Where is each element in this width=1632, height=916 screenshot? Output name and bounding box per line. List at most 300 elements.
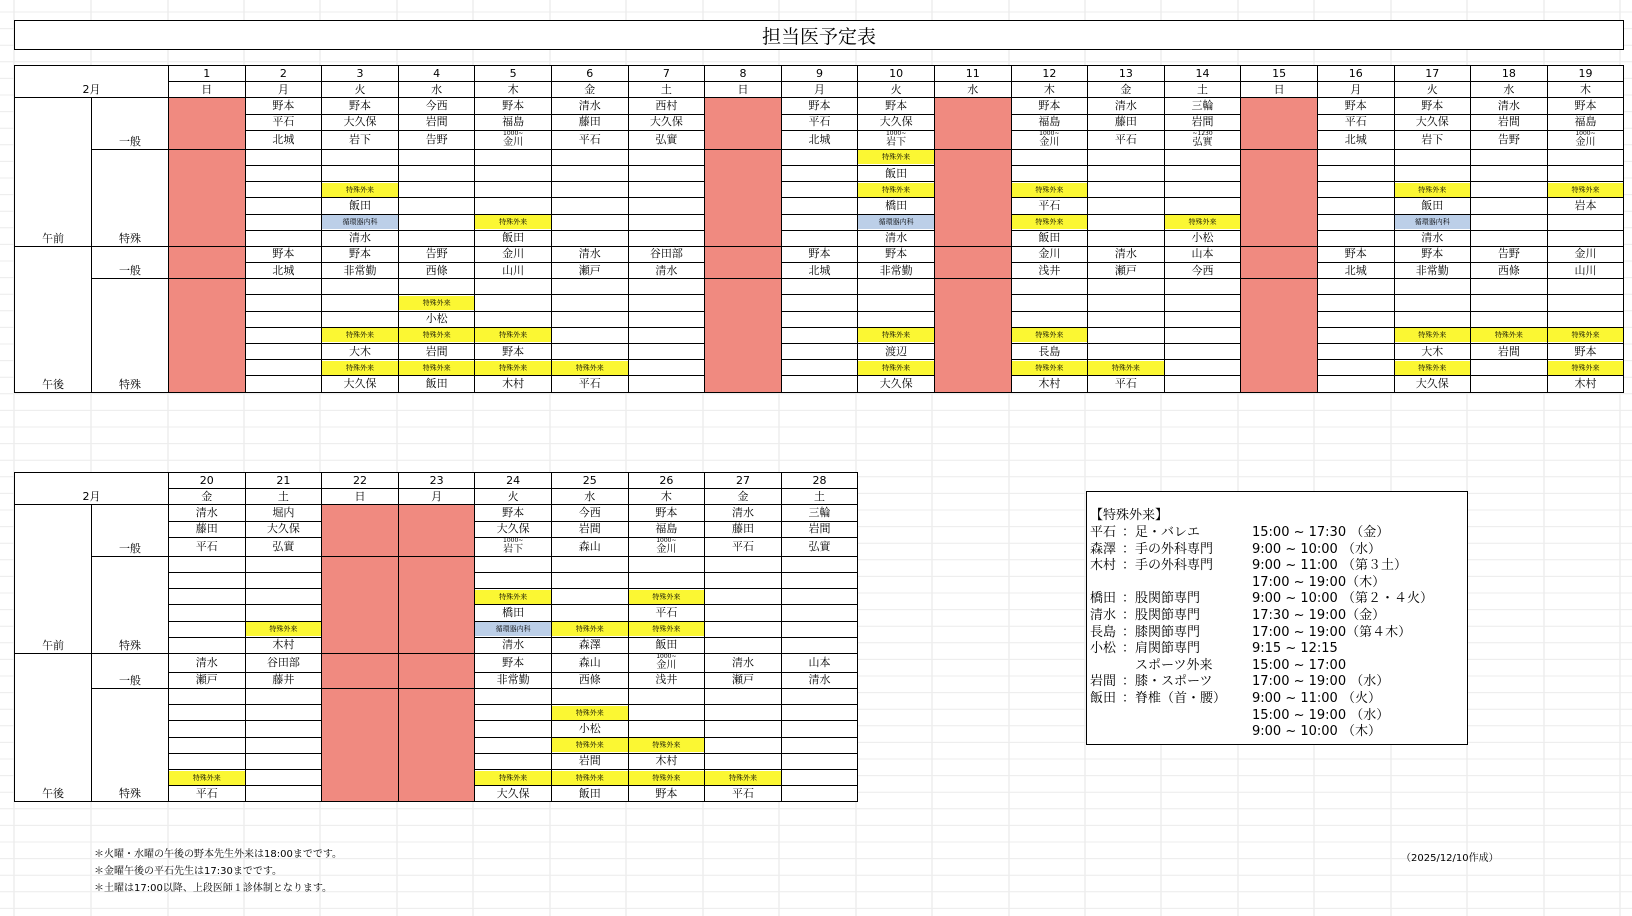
special-row — [15, 556, 858, 572]
doctor-name: 岩間 — [1164, 114, 1241, 130]
schedule-cell — [781, 230, 858, 246]
schedule-cell — [245, 721, 322, 737]
weekday-row — [15, 489, 858, 505]
holiday-block — [705, 98, 782, 149]
doctor-name: 告野 — [398, 246, 475, 262]
doctor-name: 野本 — [322, 246, 399, 262]
schedule-cell — [1547, 182, 1624, 198]
legend-specialty: ：手の外科専門 — [1122, 558, 1214, 574]
schedule-cell — [628, 344, 705, 360]
doctor-name: 野本 — [628, 786, 705, 802]
doctor-name: 野本 — [781, 246, 858, 262]
schedule-cell — [475, 198, 552, 214]
general-row — [15, 98, 1624, 114]
schedule-cell — [781, 637, 858, 653]
schedule-cell — [628, 689, 705, 705]
schedule-cell — [1011, 165, 1088, 181]
doctor-name: 野本 — [475, 505, 552, 521]
doctor-name: 藤田 — [551, 114, 628, 130]
schedule-cell — [1317, 214, 1394, 230]
weekday-cell: 水 — [398, 82, 475, 98]
legend-hours: 15:00 ~ 19:00 （水） — [1252, 707, 1390, 723]
schedule-cell — [169, 556, 246, 572]
schedule-cell — [245, 295, 322, 311]
doctor-name: 金川 — [1547, 246, 1624, 262]
doctor-name: 平石 — [169, 786, 246, 802]
doctor-name: 平石 — [628, 605, 705, 621]
doctor-name: 岩下 — [322, 130, 399, 149]
doctor-name: 渡辺 — [858, 344, 935, 360]
schedule-cell — [1164, 149, 1241, 165]
schedule-cell — [1164, 376, 1241, 392]
schedule-cell — [1088, 279, 1165, 295]
date-cell: 22 — [322, 473, 399, 489]
schedule-cell — [475, 689, 552, 705]
time-note: 1000~ — [885, 130, 907, 137]
schedule-cell — [628, 653, 705, 672]
doctor-name: 野本 — [628, 505, 705, 521]
schedule-cell — [781, 786, 858, 802]
doctor-name: 岩間 — [1471, 114, 1548, 130]
date-cell: 28 — [781, 473, 858, 489]
schedule-cell — [551, 360, 628, 376]
schedule-cell — [475, 572, 552, 588]
schedule-cell — [551, 198, 628, 214]
legend-row — [1090, 674, 1467, 691]
special-clinic-tag: 特殊外来 — [475, 215, 551, 229]
special-clinic-tag: 特殊外来 — [1088, 361, 1164, 375]
doctor-name: 野本 — [858, 246, 935, 262]
special-clinic-tag: 特殊外来 — [1548, 361, 1624, 375]
schedule-cell — [245, 689, 322, 705]
schedule-cell — [1088, 344, 1165, 360]
legend-hours: 9:00 ~ 10:00 （木） — [1252, 724, 1381, 740]
weekday-row — [15, 82, 1624, 98]
doctor-name: 北城 — [781, 263, 858, 279]
schedule-cell — [781, 605, 858, 621]
schedule-cell — [398, 230, 475, 246]
footnote-2: ＊金曜午後の平石先生は17:30までです。 — [94, 866, 283, 877]
doctor-name: 谷田部 — [245, 653, 322, 672]
schedule-cell — [1088, 165, 1165, 181]
schedule-cell — [781, 689, 858, 705]
doctor-name: 金川 — [656, 543, 677, 555]
legend-doctor: 長島 — [1090, 624, 1117, 640]
holiday-block — [169, 279, 246, 392]
doctor-name: 木村 — [628, 753, 705, 769]
holiday-block — [322, 653, 399, 688]
weekday-cell: 水 — [1471, 82, 1548, 98]
doctor-name: 福島 — [1011, 114, 1088, 130]
legend-specialty: ：股関節専門 — [1122, 591, 1201, 607]
legend-specialty: スポーツ外来 — [1122, 657, 1213, 673]
schedule-cell — [1011, 182, 1088, 198]
doctor-name: 飯田 — [1011, 230, 1088, 246]
holiday-block — [398, 556, 475, 653]
date-cell: 26 — [628, 473, 705, 489]
cardiology-tag: 循環器内科 — [475, 622, 551, 636]
doctor-name: 岩間 — [551, 521, 628, 537]
doctor-name: 野本 — [322, 98, 399, 114]
legend-doctor — [1090, 724, 1122, 741]
legend-specialty: ：肩関節専門 — [1122, 641, 1201, 657]
doctor-name: 岩間 — [398, 114, 475, 130]
doctor-name: 大久保 — [475, 786, 552, 802]
schedule-cell — [169, 572, 246, 588]
general-row — [15, 130, 1624, 149]
schedule-cell — [551, 230, 628, 246]
doctor-name: 野本 — [475, 344, 552, 360]
schedule-cell — [245, 214, 322, 230]
legend-specialty: ：膝関節専門 — [1122, 624, 1201, 640]
period-label: 午後 — [15, 246, 92, 392]
doctor-name: 北城 — [781, 130, 858, 149]
schedule-cell — [245, 327, 322, 343]
doctor-name: 弘實 — [628, 130, 705, 149]
date-row — [15, 473, 858, 489]
special-row — [15, 198, 1624, 214]
doctor-name: 橋田 — [475, 605, 552, 621]
doctor-name: 小松 — [398, 311, 475, 327]
doctor-name: 大久保 — [858, 114, 935, 130]
legend-row — [1090, 558, 1467, 575]
schedule-cell — [475, 556, 552, 572]
schedule-cell — [551, 311, 628, 327]
schedule-cell — [551, 327, 628, 343]
doctor-name: 岩間 — [551, 753, 628, 769]
schedule-cell — [858, 360, 935, 376]
schedule-cell — [628, 279, 705, 295]
legend-doctor — [1090, 575, 1122, 592]
doctor-name: 木村 — [245, 637, 322, 653]
general-row — [15, 246, 1624, 262]
schedule-cell — [781, 556, 858, 572]
special-clinic-tag: 特殊外来 — [1012, 183, 1088, 197]
schedule-cell — [245, 753, 322, 769]
schedule-cell — [781, 182, 858, 198]
date-cell: 14 — [1164, 66, 1241, 82]
legend-hours: 9:00 ~ 11:00 （火） — [1252, 690, 1381, 706]
schedule-cell — [858, 149, 935, 165]
footnote-1: ＊火曜・水曜の午後の野本先生外来は18:00までです。 — [94, 849, 343, 860]
holiday-block — [1241, 279, 1318, 392]
schedule-cell — [475, 295, 552, 311]
schedule-cell — [1164, 360, 1241, 376]
special-clinic-tag: 特殊外来 — [552, 738, 628, 752]
holiday-block — [1241, 149, 1318, 246]
schedule-cell — [628, 537, 705, 556]
holiday-block — [1241, 246, 1318, 278]
schedule-cell — [169, 721, 246, 737]
doctor-name: 藤井 — [245, 672, 322, 688]
schedule-cell — [475, 130, 552, 149]
doctor-name: 西條 — [551, 672, 628, 688]
schedule-cell — [628, 182, 705, 198]
special-label: 特殊 — [92, 279, 169, 392]
legend-doctor: 森澤 — [1090, 541, 1117, 557]
date-cell: 7 — [628, 66, 705, 82]
doctor-name: 平石 — [245, 114, 322, 130]
doctor-name: 岩下 — [886, 136, 907, 148]
schedule-cell — [551, 214, 628, 230]
schedule-cell — [628, 376, 705, 392]
schedule-cell — [628, 705, 705, 721]
general-label: 一般 — [92, 505, 169, 556]
legend-row — [1090, 525, 1467, 542]
date-cell: 8 — [705, 66, 782, 82]
special-clinic-tag: 特殊外来 — [1165, 215, 1241, 229]
holiday-block — [322, 505, 399, 556]
schedule-cell — [705, 721, 782, 737]
schedule-cell — [245, 198, 322, 214]
holiday-block — [1241, 98, 1318, 149]
doctor-name: 平石 — [705, 537, 782, 556]
schedule-cell — [169, 753, 246, 769]
weekday-cell: 火 — [1394, 82, 1471, 98]
schedule-cell — [551, 605, 628, 621]
doctor-name: 非常勤 — [858, 263, 935, 279]
doctor-name: 岩間 — [1471, 344, 1548, 360]
time-note: 1000~ — [1575, 130, 1596, 137]
schedule-cell — [1471, 149, 1548, 165]
doctor-name: 野本 — [475, 98, 552, 114]
schedule-cell — [475, 165, 552, 181]
schedule-cell — [398, 149, 475, 165]
doctor-name: 清水 — [705, 505, 782, 521]
doctor-name: 金川 — [475, 246, 552, 262]
doctor-name: 山川 — [1547, 263, 1624, 279]
special-clinic-tag: 特殊外来 — [1012, 215, 1088, 229]
schedule-cell — [1547, 327, 1624, 343]
special-clinic-tag: 特殊外来 — [629, 622, 705, 636]
legend-row — [1090, 608, 1467, 625]
weekday-cell: 土 — [245, 489, 322, 505]
special-clinic-tag: 特殊外来 — [246, 622, 322, 636]
schedule-cell — [169, 737, 246, 753]
date-cell: 17 — [1394, 66, 1471, 82]
schedule-cell — [781, 572, 858, 588]
date-cell: 1 — [169, 66, 246, 82]
holiday-block — [169, 149, 246, 246]
legend-doctor — [1090, 708, 1122, 725]
legend-row — [1090, 641, 1467, 658]
schedule-cell — [628, 295, 705, 311]
doctor-name: 大木 — [322, 344, 399, 360]
legend-specialty: ：手の外科専門 — [1122, 541, 1214, 557]
date-cell: 5 — [475, 66, 552, 82]
schedule-cell — [1317, 279, 1394, 295]
doctor-name: 清水 — [1471, 98, 1548, 114]
schedule-cell — [475, 214, 552, 230]
legend-hours: 15:00 ~ 17:30 （金） — [1252, 525, 1390, 540]
schedule-cell — [781, 149, 858, 165]
schedule-cell — [475, 737, 552, 753]
weekday-cell: 金 — [1088, 82, 1165, 98]
holiday-block — [934, 149, 1011, 246]
schedule-cell — [1394, 295, 1471, 311]
schedule-cell — [1317, 327, 1394, 343]
general-row — [15, 263, 1624, 279]
doctor-name: 三輪 — [781, 505, 858, 521]
legend-row — [1090, 625, 1467, 642]
weekday-cell: 日 — [322, 489, 399, 505]
month-label: 2月 — [15, 82, 169, 98]
doctor-name: 飯田 — [475, 230, 552, 246]
schedule-cell — [1471, 295, 1548, 311]
schedule-cell — [705, 737, 782, 753]
schedule-cell — [858, 295, 935, 311]
time-note: 1000~ — [656, 537, 677, 544]
schedule-cell — [169, 705, 246, 721]
doctor-name: 大久保 — [628, 114, 705, 130]
schedule-cell — [628, 572, 705, 588]
schedule-cell — [1164, 295, 1241, 311]
schedule-cell — [628, 198, 705, 214]
doctor-name: 飯田 — [551, 786, 628, 802]
creation-date: （2025/12/10作成） — [1401, 853, 1499, 864]
schedule-cell — [551, 589, 628, 605]
schedule-cell — [398, 279, 475, 295]
special-clinic-tag: 特殊外来 — [552, 622, 628, 636]
schedule-cell — [628, 556, 705, 572]
doctor-name: 平石 — [1011, 198, 1088, 214]
doctor-name: 清水 — [475, 637, 552, 653]
doctor-name: 瀬戸 — [705, 672, 782, 688]
schedule-cell — [245, 786, 322, 802]
date-cell: 9 — [781, 66, 858, 82]
schedule-cell — [1164, 182, 1241, 198]
doctor-name: 清水 — [628, 263, 705, 279]
schedule-cell — [551, 165, 628, 181]
schedule-cell — [781, 360, 858, 376]
date-cell: 24 — [475, 473, 552, 489]
schedule-cell — [1088, 214, 1165, 230]
doctor-name: 飯田 — [398, 376, 475, 392]
weekday-cell: 日 — [1241, 82, 1318, 98]
legend-doctor: 橋田 — [1090, 591, 1117, 607]
special-clinic-tag: 特殊外来 — [322, 183, 398, 197]
doctor-name: 平石 — [1088, 376, 1165, 392]
doctor-name: 平石 — [551, 376, 628, 392]
special-clinic-tag: 特殊外来 — [475, 328, 551, 342]
period-label: 午後 — [15, 653, 92, 802]
doctor-name: 今西 — [398, 98, 475, 114]
doctor-name: 今西 — [1164, 263, 1241, 279]
schedule-cell — [475, 770, 552, 786]
weekday-cell: 金 — [705, 489, 782, 505]
special-clinic-tag: 特殊外来 — [1012, 328, 1088, 342]
special-clinic-tag: 特殊外来 — [475, 590, 551, 604]
schedule-cell — [781, 165, 858, 181]
schedule-cell — [398, 165, 475, 181]
schedule-cell — [628, 737, 705, 753]
schedule-cell — [628, 621, 705, 637]
schedule-cell — [1471, 182, 1548, 198]
schedule-cell — [322, 295, 399, 311]
schedule-table-1 — [14, 65, 1624, 393]
doctor-name: 清水 — [1088, 246, 1165, 262]
schedule-cell — [245, 770, 322, 786]
special-row — [15, 689, 858, 705]
schedule-cell — [245, 311, 322, 327]
special-clinic-tag: 特殊外来 — [475, 361, 551, 375]
schedule-cell — [858, 311, 935, 327]
doctor-name: 福島 — [628, 521, 705, 537]
holiday-block — [705, 279, 782, 392]
weekday-cell: 土 — [781, 489, 858, 505]
schedule-cell — [628, 589, 705, 605]
schedule-cell — [245, 605, 322, 621]
schedule-cell — [245, 149, 322, 165]
schedule-cell — [1011, 130, 1088, 149]
doctor-name: 橋田 — [858, 198, 935, 214]
schedule-cell — [858, 182, 935, 198]
doctor-name: 森山 — [551, 537, 628, 556]
schedule-cell — [1164, 214, 1241, 230]
holiday-block — [322, 689, 399, 802]
schedule-cell — [781, 311, 858, 327]
time-note: 1000~ — [656, 653, 677, 660]
doctor-name: 飯田 — [628, 637, 705, 653]
schedule-cell — [705, 705, 782, 721]
doctor-name: 金川 — [1575, 136, 1596, 148]
period-label: 午前 — [15, 98, 92, 247]
cardiology-tag: 循環器内科 — [858, 215, 934, 229]
schedule-cell — [781, 344, 858, 360]
doctor-name: 西村 — [628, 98, 705, 114]
doctor-name: 野本 — [781, 98, 858, 114]
date-cell: 18 — [1471, 66, 1548, 82]
schedule-cell — [1011, 214, 1088, 230]
doctor-name: 山川 — [475, 263, 552, 279]
holiday-block — [934, 246, 1011, 278]
special-clinic-tag: 特殊外来 — [858, 361, 934, 375]
date-cell: 3 — [322, 66, 399, 82]
doctor-name: 平石 — [1088, 130, 1165, 149]
doctor-name: 大久保 — [322, 376, 399, 392]
month-label: 2月 — [15, 489, 169, 505]
doctor-name: 長島 — [1011, 344, 1088, 360]
date-cell: 25 — [551, 473, 628, 489]
weekday-cell: 水 — [551, 489, 628, 505]
doctor-name: 藤田 — [169, 521, 246, 537]
special-row — [15, 311, 1624, 327]
doctor-name: 大久保 — [245, 521, 322, 537]
schedule-cell — [322, 182, 399, 198]
schedule-cell — [1088, 230, 1165, 246]
doctor-name: 北城 — [1317, 130, 1394, 149]
schedule-cell — [1088, 149, 1165, 165]
cardiology-tag: 循環器内科 — [322, 215, 398, 229]
special-row — [15, 376, 1624, 392]
doctor-name: 木村 — [475, 376, 552, 392]
schedule-cell — [628, 214, 705, 230]
doctor-name: 瀬戸 — [1088, 263, 1165, 279]
special-row — [15, 295, 1624, 311]
doctor-name: 野本 — [245, 98, 322, 114]
doctor-name: 小松 — [551, 721, 628, 737]
weekday-cell: 木 — [628, 489, 705, 505]
legend-hours: 9:00 ~ 11:00 （第３土） — [1252, 558, 1407, 574]
schedule-cell — [551, 572, 628, 588]
special-clinic-tag: 特殊外来 — [858, 150, 934, 164]
holiday-block — [398, 689, 475, 802]
schedule-cell — [551, 689, 628, 705]
schedule-cell — [628, 165, 705, 181]
doctor-name: 平石 — [1317, 114, 1394, 130]
schedule-cell — [781, 214, 858, 230]
weekday-cell: 月 — [398, 489, 475, 505]
